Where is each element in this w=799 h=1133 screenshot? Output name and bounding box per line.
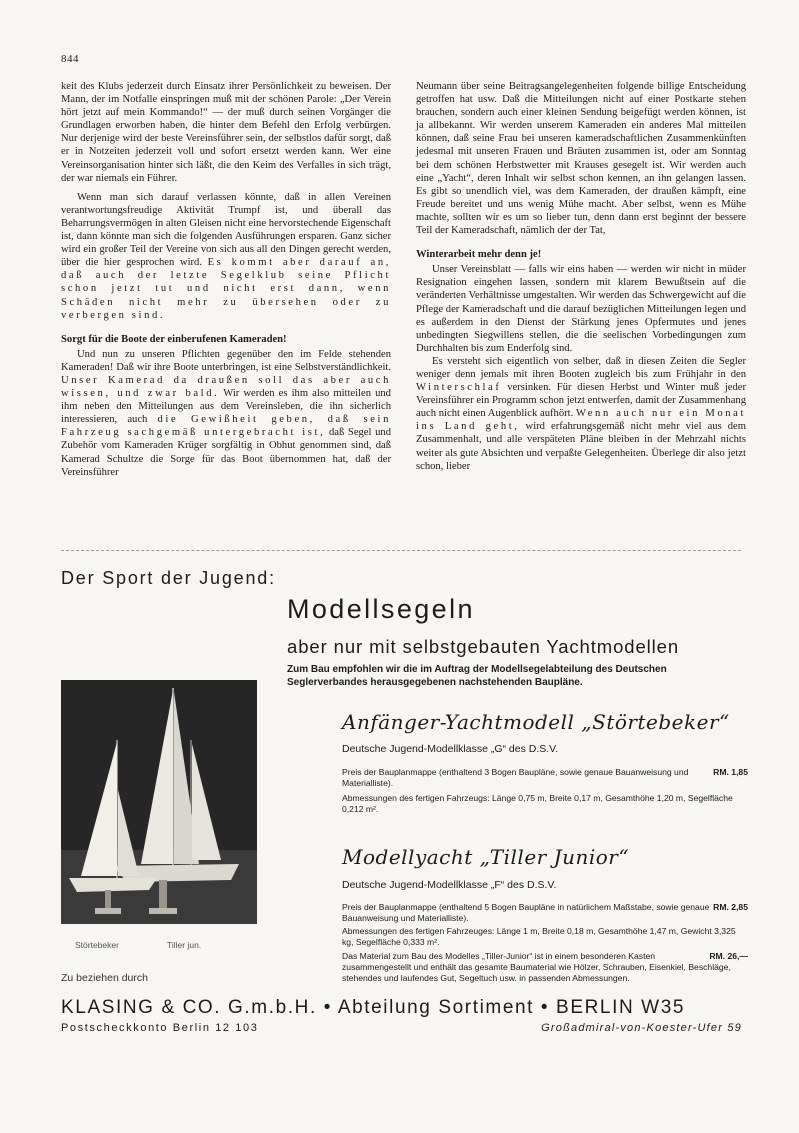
yacht-models-photo bbox=[61, 680, 257, 924]
left-paragraph-3-a: Und nun zu unseren Pflichten gegenüber den im Felde stehenden Kameraden! Daß wir ihre Boote unterbringen, ist eine Selbstverständlichkeit. bbox=[61, 348, 391, 373]
ad-intro: Zum Bau empfohlen wir die im Auftrag der Modellsegelabteilung des Deutschen Seglerverbandes herausgegebenen nachstehenden Baupläne. bbox=[287, 664, 667, 688]
sailboat-models-image bbox=[61, 680, 257, 924]
left-paragraph-1: keit des Klubs jederzeit durch Einsatz ihrer Persönlichkeit zu beweisen. Der Mann, der im Notfalle einspringen muß mit der schönen Parole: „Der Verein hört jetzt auf mein Kommando!“ — der muß durch seinen Vorgänger die Grundlagen erworben haben, die hinter dem Befehl den Erfolg verbürgen. Nur derjenige wird der beste Vereinsführer sein, der selbstlos dafür sorgt, daß er in Notzeiten jederzeit voll und sofort ersetzt werden kann. Wer eine Vereinsorganisation hinter sich läßt, die den Keim des Verfalles in sich trägt, der war niemals ein Führer. bbox=[61, 81, 391, 184]
model2-material-price: RM. 26,— bbox=[709, 951, 748, 961]
ad-sport-line: Der Sport der Jugend: bbox=[61, 568, 276, 588]
page-number: 844 bbox=[61, 53, 79, 65]
left-paragraph-2 bbox=[61, 191, 391, 322]
photo-caption-stortebeker: Störtebeker bbox=[75, 940, 119, 950]
left-paragraph-2-emphasis: Es kommt aber darauf an, daß auch der letzte Segelklub seine Pflicht schon jetzt tut und nicht erst dann, wenn Schäden nicht mehr zu übersehen oder zu verbergen sind. bbox=[61, 257, 391, 321]
model2-material-line bbox=[342, 951, 748, 984]
model1-class: Deutsche Jugend-Modellklasse „G“ des D.S.V. bbox=[342, 743, 559, 755]
right-column bbox=[416, 80, 746, 473]
left-paragraph-3-c: Wir werden es ihm also mitteilen und ihm neben den Mitteilungen aus dem Vereinsleben, die ihn sicherlich interessieren, auch bbox=[61, 388, 391, 426]
model2-dimensions: Abmessungen des fertigen Fahrzeuges: Länge 1 m, Breite 0,18 m, Gesamthöhe 1,47 m, Gewicht 3,325 kg, Segelfläche 0,333 m². bbox=[342, 926, 736, 947]
right-heading: Winterarbeit mehr denn je! bbox=[416, 249, 542, 261]
right-paragraph-3-emphasis-1: Winterschlaf bbox=[416, 382, 502, 394]
ad-subtitle: aber nur mit selbstgebauten Yachtmodellen bbox=[287, 636, 680, 657]
left-paragraph-3-e: daß Segel und Zubehör vom Kameraden Krüger sorgfältig in Obhut genommen sind, daß Kamerad Schultze die Sorge für das Boot übernommen hat, daß der Vereinsführer bbox=[61, 427, 391, 478]
left-paragraph-3-emphasis-2: die Gewißheit geben, daß sein Fahrzeug sachgemäß untergebracht ist, bbox=[61, 414, 391, 439]
photo-caption-tiller: Tiller jun. bbox=[167, 940, 202, 950]
left-paragraph-3-emphasis-1: Unser Kamerad da draußen soll das aber auch wissen, und zwar bald. bbox=[61, 374, 391, 400]
publisher-line: KLASING & CO. G.m.b.H. • Abteilung Sortiment • BERLIN W35 bbox=[61, 997, 686, 1018]
order-note: Zu beziehen durch bbox=[61, 972, 148, 984]
left-column bbox=[61, 80, 391, 479]
model1-price-text: Preis der Bauplanmappe (enthaltend 3 Bogen Baupläne, sowie genaue Bauanweisung und Materialliste). bbox=[342, 767, 689, 788]
model2-price: RM. 2,85 bbox=[713, 902, 748, 912]
right-paragraph-3-emphasis-2: Wenn auch nur ein Monat ins Land geht, bbox=[416, 408, 746, 433]
model1-price-line bbox=[342, 767, 748, 789]
model1-dimensions: Abmessungen des fertigen Fahrzeugs: Länge 0,75 m, Breite 0,17 m, Gesamthöhe 1,20 m, Segelfläche 0,212 m². bbox=[342, 793, 733, 814]
right-paragraph-3-a: Es versteht sich eigentlich von selber, daß in diesen Zeiten die Segler weniger denn jemals mit ihren Booten zugleich bis zum Frühjahr in den bbox=[416, 355, 746, 380]
model2-title: Modellyacht „Tiller Junior“ bbox=[342, 845, 630, 869]
model1-title: Anfänger-Yachtmodell „Störtebeker“ bbox=[342, 710, 730, 734]
ad-title: Modellsegeln bbox=[287, 594, 475, 624]
right-paragraph-3 bbox=[416, 355, 746, 473]
publisher-address: Großadmiral-von-Koester-Ufer 59 bbox=[541, 1022, 742, 1034]
right-paragraph-3-e: wird erfahrungsgemäß nicht mehr viel aus dem Zusammenhalt, und alle verspäteten Pläne bleiben in der Mehrzahl nichts weiter als gute Absichten und verpaßte Gelegenheiten. Überlege dir also jetzt schon, lieber bbox=[416, 421, 746, 472]
postal-account: Postscheckkonto Berlin 12 103 bbox=[61, 1022, 259, 1034]
left-heading: Sorgt für die Boote der einberufenen Kameraden! bbox=[61, 333, 287, 345]
left-paragraph-2-text: Wenn man sich darauf verlassen könnte, daß in allen Vereinen verantwortungsfreudige Aktivität Trumpf ist, und überall das Beharrungsvermögen in alten Gleisen nicht eine hervorstechende Eigenschaft ist, dann könnte man sich die folgenden Ausführungen ersparen. Ganz sicher wird ein großer Teil der Vereine von sich aus all den Dingen gerecht werden, über die hier gesprochen wird. bbox=[61, 191, 391, 269]
model2-price-line bbox=[342, 902, 748, 924]
right-paragraph-1: Neumann über seine Beitragsangelegenheiten folgende billige Entscheidung getroffen hat usw. Daß die Mitteilungen nicht auf einer Postkarte stehen brauchen, sondern auch einer kleinen Sendung beigefügt werden können, ist ja allbekannt. Wir werden unserem Kameraden ein anderes Mal mitteilen können, daß seine Frau bei unseren kameradschaftlichen Zusammenkünften jedesmal mit unseren Frauen und Bräuten zusammen ist, oder am Sonntag bei dem schönen Herbstwetter mit Krauses gesegelt ist. Wir werden auch eine „Yacht“, deren Inhalt wir selbst schon kennen, an ihn gelangen lassen. Es gibt so unendlich viel, was dem Kameraden, der draußen kämpft, eine Freude bereitet und uns wenig Mühe macht. Aber selbst, wenn es Mühe machte, sollten wir es um so lieber tun, denn dann erst beginnt der bessere Teil der Kameradschaft, nämlich der der Tat, bbox=[416, 81, 746, 237]
right-paragraph-3-c: versinken. Für diesen Herbst und Winter muß jeder Vereinsführer ein Programm schon jetzt entwerfen, damit der Zusammenhang auch nicht einen Augenblick aufhört. bbox=[416, 382, 746, 420]
model1-price: RM. 1,85 bbox=[713, 767, 748, 777]
model2-price-text: Preis der Bauplanmappe (enthaltend 5 Bogen Baupläne in natürlichem Maßstabe, sowie genaue Bauanweisung und Materialliste). bbox=[342, 902, 710, 923]
model2-material-text: Das Material zum Bau des Modelles „Tiller-Junior“ ist in einem besonderen Kasten zusammengestellt und enthält das gesamte Baumaterial wie Hölzer, Schrauben, Eisenkiel, Beschläge, stehendes und laufendes Gut, Segeltuch usw. in passenden Abmessungen. bbox=[342, 951, 731, 983]
left-paragraph-3 bbox=[61, 348, 391, 479]
right-paragraph-2: Unser Vereinsblatt — falls wir eins haben — werden wir nicht in müder Resignation eingehen lassen, sondern mit klarem Bewußtsein auf die veränderten Verhältnisse umgestalten. Wir werden das Schwergewicht auf die Pflege der Kameradschaft und die darauf bezüglichen Mitteilungen legen und es außerdem in den Dienst der Stärkung jenes Opfermutes und jenes unbedingten Siegwillens stellen, die die seelischen Vorbedingungen zum Durchhalten bis zum Enderfolg sind. bbox=[416, 264, 746, 354]
section-divider bbox=[61, 550, 741, 551]
model2-class: Deutsche Jugend-Modellklasse „F“ des D.S.V. bbox=[342, 879, 557, 891]
